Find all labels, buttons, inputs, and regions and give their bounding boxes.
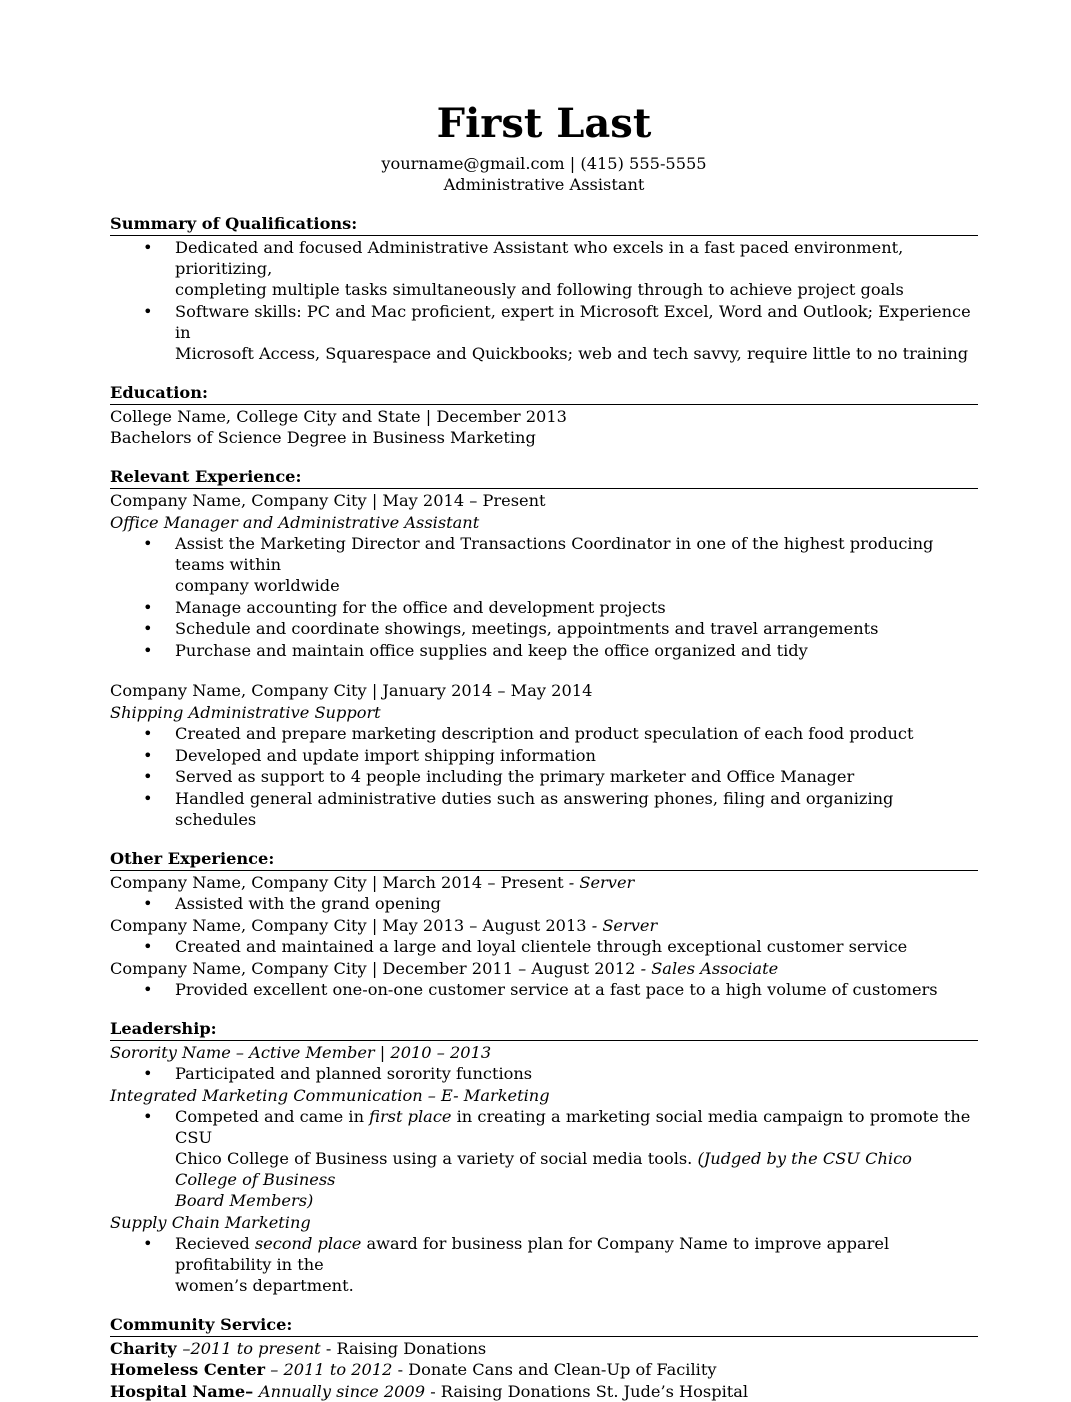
section-heading: Summary of Qualifications: <box>110 214 978 236</box>
school-line: College Name, College City and State | December 2013 <box>110 406 567 426</box>
community-item: Hospital Name– Annually since 2009 - Raising Donations St. Jude’s Hospital <box>110 1381 749 1401</box>
leadership-title: Integrated Marketing Communication – E- Marketing <box>110 1085 550 1105</box>
list-item: • Participated and planned sorority functions <box>143 1064 533 1084</box>
list-item: • Schedule and coordinate showings, meetings, appointments and travel arrangements <box>143 619 879 639</box>
leadership-list <box>110 1106 978 1211</box>
company-line: Company Name, Company City | March 2014 – Present - Server <box>110 872 635 892</box>
relevant-experience-section <box>110 467 978 829</box>
leadership-list <box>110 1063 978 1084</box>
list-item: • Assisted with the grand opening <box>143 894 441 914</box>
section-heading: Leadership: <box>110 1019 978 1041</box>
resume-page <box>110 0 978 1402</box>
list-item: • Assist the Marketing Director and Transactions Coordinator in one of the highest producing teams within company worldwide <box>143 534 934 596</box>
list-item: • Served as support to 4 people including the primary marketer and Office Manager <box>143 767 855 787</box>
duties-list <box>110 979 978 1000</box>
section-heading: Other Experience: <box>110 849 978 871</box>
leadership-title: Sorority Name – Active Member | 2010 – 2013 <box>110 1042 492 1062</box>
summary-section <box>110 214 978 364</box>
list-item: • Purchase and maintain office supplies and keep the office organized and tidy <box>143 640 808 660</box>
list-item: • Software skills: PC and Mac proficient, expert in Microsoft Excel, Word and Outlook; Experience in Microsoft Access, Squarespace and Quickbooks; web and tech savvy, require little to no training <box>143 301 971 363</box>
contact-info: yourname@gmail.com | (415) 555-5555 <box>381 154 707 173</box>
list-item: • Provided excellent one-on-one customer service at a fast pace to a high volume of customers <box>143 979 938 999</box>
leadership-list <box>110 1233 978 1296</box>
summary-list <box>110 237 978 364</box>
duties-list <box>110 723 978 830</box>
list-item: • Recieved second place award for business plan for Company Name to improve apparel profitability in the women’s department. <box>143 1233 890 1295</box>
role-line: Office Manager and Administrative Assistant <box>110 512 480 532</box>
list-item: • Handled general administrative duties such as answering phones, filing and organizing schedules <box>143 788 894 829</box>
job-title: Administrative Assistant <box>443 175 645 194</box>
education-section <box>110 383 978 449</box>
community-service-section <box>110 1315 978 1402</box>
company-line: Company Name, Company City | May 2013 – August 2013 - Server <box>110 915 658 935</box>
role-line: Shipping Administrative Support <box>110 702 381 722</box>
list-item: • Manage accounting for the office and development projects <box>143 597 666 617</box>
list-item: • Dedicated and focused Administrative Assistant who excels in a fast paced environment, prioritizing, completing multiple tasks simultaneously and following through to achieve project goals <box>143 238 904 300</box>
other-experience-section <box>110 849 978 1000</box>
list-item: • Created and prepare marketing description and product speculation of each food product <box>143 724 914 744</box>
leadership-section <box>110 1019 978 1296</box>
list-item: • Created and maintained a large and loyal clientele through exceptional customer service <box>143 937 908 957</box>
community-item: Homeless Center – 2011 to 2012 - Donate Cans and Clean-Up of Facility <box>110 1360 717 1380</box>
company-line: Company Name, Company City | May 2014 – Present <box>110 491 546 511</box>
section-heading: Education: <box>110 383 978 405</box>
section-heading: Relevant Experience: <box>110 467 978 489</box>
list-item: • Developed and update import shipping information <box>143 745 596 765</box>
degree-line: Bachelors of Science Degree in Business Marketing <box>110 428 536 448</box>
duties-list <box>110 936 978 957</box>
duties-list <box>110 893 978 914</box>
leadership-title: Supply Chain Marketing <box>110 1212 311 1232</box>
community-item: Charity –2011 to present - Raising Donations <box>110 1338 487 1358</box>
company-line: Company Name, Company City | January 2014 – May 2014 <box>110 681 593 701</box>
company-line: Company Name, Company City | December 2011 – August 2012 - Sales Associate <box>110 958 779 978</box>
list-item: • Competed and came in first place in creating a marketing social media campaign to promote the CSU Chico College of Business using a variety of social media tools. (Judged by the CSU Chico College of Business Board Members) <box>143 1107 971 1211</box>
resume-name: First Last <box>436 100 652 147</box>
section-heading: Community Service: <box>110 1315 978 1337</box>
duties-list <box>110 533 978 661</box>
